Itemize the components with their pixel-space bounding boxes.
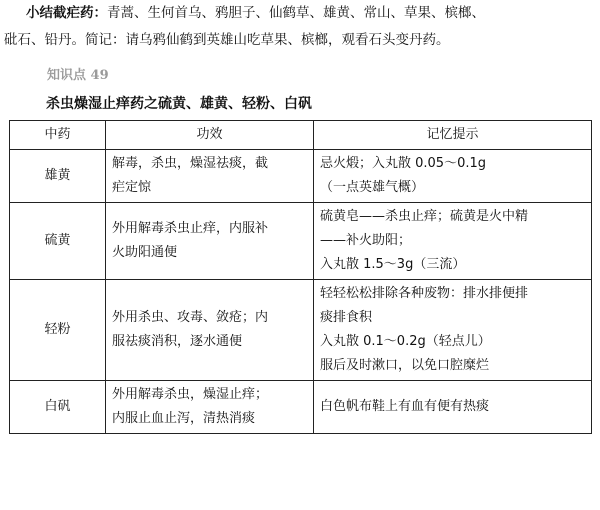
memo-line: （一点英雄气概） — [320, 180, 425, 195]
effect-line: 内服止血止泻，清热消痰 — [112, 411, 256, 426]
herb-table — [9, 120, 592, 434]
table-header-row — [10, 121, 592, 150]
table-row — [10, 280, 592, 381]
memo-line: 服后及时漱口，以免口腔糜烂 — [320, 358, 490, 373]
knowledge-point-label: 知识点 49 — [47, 68, 109, 83]
effect-line: 外用解毒杀虫止痒，内服补 — [112, 221, 269, 236]
herb-name: 雄黄 — [10, 150, 106, 203]
header-herb: 中药 — [10, 121, 106, 150]
effect-line: 火助阳通便 — [112, 245, 178, 260]
effect-line: 疟定惊 — [112, 180, 152, 195]
effect-line: 解毒，杀虫，燥湿祛痰，截 — [112, 156, 269, 171]
header-memo: 记忆提示 — [314, 121, 592, 150]
effect-line: 外用杀虫、攻毒、敛疮；内 — [112, 310, 269, 325]
intro-label: 小结截疟药： — [26, 5, 107, 21]
herb-memo — [314, 150, 592, 203]
herb-name: 白矾 — [10, 381, 106, 434]
memo-line: 入丸散 0.1～0.2g（轻点儿） — [320, 334, 491, 349]
memo-line: 忌火煅；入丸散 0.05～0.1g — [320, 156, 487, 171]
section-heading: 杀虫燥湿止痒药之硫黄、雄黄、轻粉、白矾 — [46, 96, 312, 112]
intro-paragraph — [4, 0, 594, 54]
herb-effect — [106, 280, 314, 381]
header-effect: 功效 — [106, 121, 314, 150]
memo-line: 轻轻松松排除各种废物：排水排便排 — [320, 286, 529, 301]
herb-effect — [106, 150, 314, 203]
herb-name: 轻粉 — [10, 280, 106, 381]
herb-memo — [314, 381, 592, 434]
effect-line: 服祛痰消积，逐水通便 — [112, 334, 243, 349]
intro-line-2: 砒石、铅丹。简记：请乌鸦仙鹤到英雄山吃草果、槟榔，观看石头变丹药。 — [4, 32, 450, 48]
memo-line: ——补火助阳； — [320, 233, 412, 248]
memo-line: 痰排食积 — [320, 310, 373, 325]
herb-effect — [106, 381, 314, 434]
memo-line: 硫黄皂——杀虫止痒；硫黄是火中精 — [320, 209, 529, 224]
memo-line: 白色帆布鞋上有血有便有热痰 — [320, 399, 490, 414]
herb-memo — [314, 280, 592, 381]
herb-name: 硫黄 — [10, 203, 106, 280]
intro-line-1: 青蒿、生何首乌、鸦胆子、仙鹤草、雄黄、常山、草果、槟榔、 — [107, 5, 485, 21]
memo-line: 入丸散 1.5～3g（三流） — [320, 257, 466, 272]
effect-line: 外用解毒杀虫，燥湿止痒； — [112, 387, 269, 402]
table-row — [10, 150, 592, 203]
herb-effect — [106, 203, 314, 280]
table-row — [10, 203, 592, 280]
herb-memo — [314, 203, 592, 280]
table-row — [10, 381, 592, 434]
